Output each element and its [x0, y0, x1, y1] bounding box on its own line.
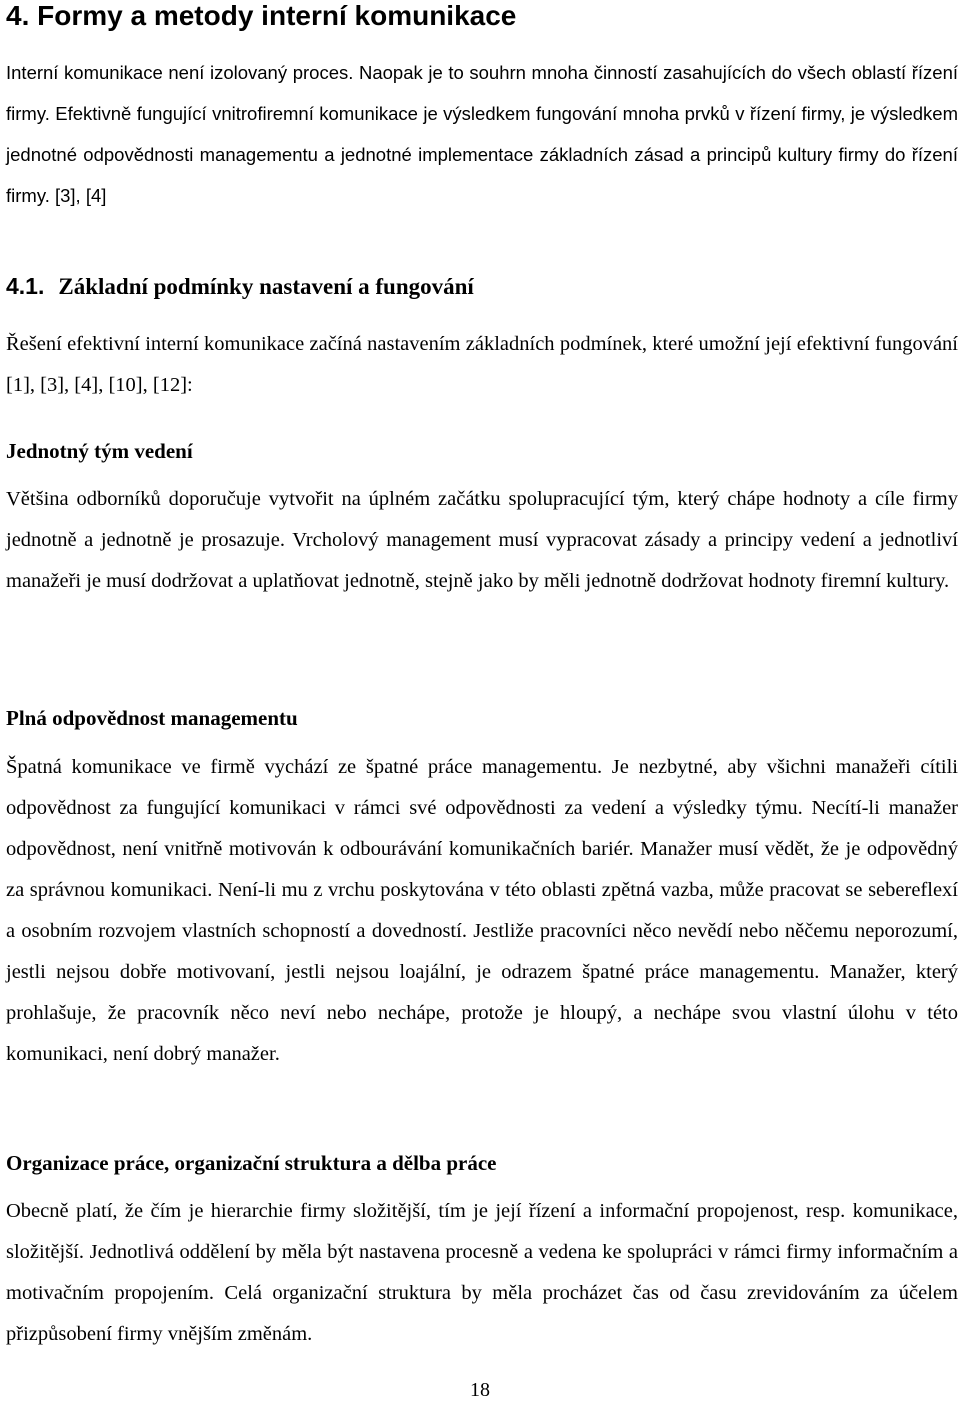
subsection-title: Jednotný tým vedení [6, 439, 193, 463]
chapter-title: 4. Formy a metody interní komunikace [6, 0, 517, 31]
section-number: 4.1. [6, 273, 45, 299]
section-title: Základní podmínky nastavení a fungování [58, 274, 474, 299]
section-heading [6, 272, 474, 301]
page-number: 18 [470, 1379, 490, 1401]
subsection-paragraph: Většina odborníků doporučuje vytvořit na úplném začátku spolupracující tým, který chápe hodnoty a cíle firmy jednotně a jednotně je prosazuje. Vrcholový management musí vypracovat zásady a principy vedení a jednotliví manažeři je musí dodržovat a uplatňovat jednotně, stejně jako by měli jednotně dodržovat hodnoty firemní kultury. [6, 488, 958, 592]
section-intro-paragraph: Řešení efektivní interní komunikace začíná nastavením základních podmínek, které umožní její efektivní fungování [1], [3], [4], [10], [12]: [6, 333, 958, 396]
subsection-title: Plná odpovědnost managementu [6, 706, 298, 730]
intro-paragraph: Interní komunikace není izolovaný proces. Naopak je to souhrn mnoha činností zasahujících do všech oblastí řízení firmy. Efektivně fungující vnitrofiremní komunikace je výsledkem fungování mnoha prvků v řízení firmy, je výsledkem jednotné odpovědnosti managementu a jednotné implementace základních zásad a principů kultury firmy do řízení firmy. [3], [4] [6, 62, 958, 206]
subsection-paragraph: Obecně platí, že čím je hierarchie firmy složitější, tím je její řízení a informační propojenost, resp. komunikace, složitější. Jednotlivá oddělení by měla být nastavena procesně a vedena ke spolupráci v rámci firmy informačním a motivačním propojením. Celá organizační struktura by měla procházet čas od času zrevidováním za účelem přizpůsobení firmy vnějším změnám. [6, 1200, 958, 1345]
subsection-paragraph: Špatná komunikace ve firmě vychází ze špatné práce managementu. Je nezbytné, aby všichni manažeři cítili odpovědnost za fungující komunikaci v rámci své odpovědnosti za vedení a výsledky týmu. Necítí-li manažer odpovědnost, není vnitřně motivován k odbourávání komunikačních bariér. Manažer musí vědět, že je odpovědný za správnou komunikaci. Není-li mu z vrchu poskytována v této oblasti zpětná vazba, může pracovat se sebereflexí a osobním rozvojem vlastních schopností a dovedností. Jestliže pracovníci něco nevědí nebo něčemu neporozumí, jestli nejsou dobře motivovaní, jestli nejsou loajální, je odrazem špatné práce managementu. Manažer, který prohlašuje, že pracovník něco neví nebo nechápe, protože je hloupý, a nechápe svou vlastní úlohu v této komunikaci, není dobrý manažer. [6, 756, 958, 1065]
subsection-title: Organizace práce, organizační struktura a dělba práce [6, 1151, 497, 1175]
